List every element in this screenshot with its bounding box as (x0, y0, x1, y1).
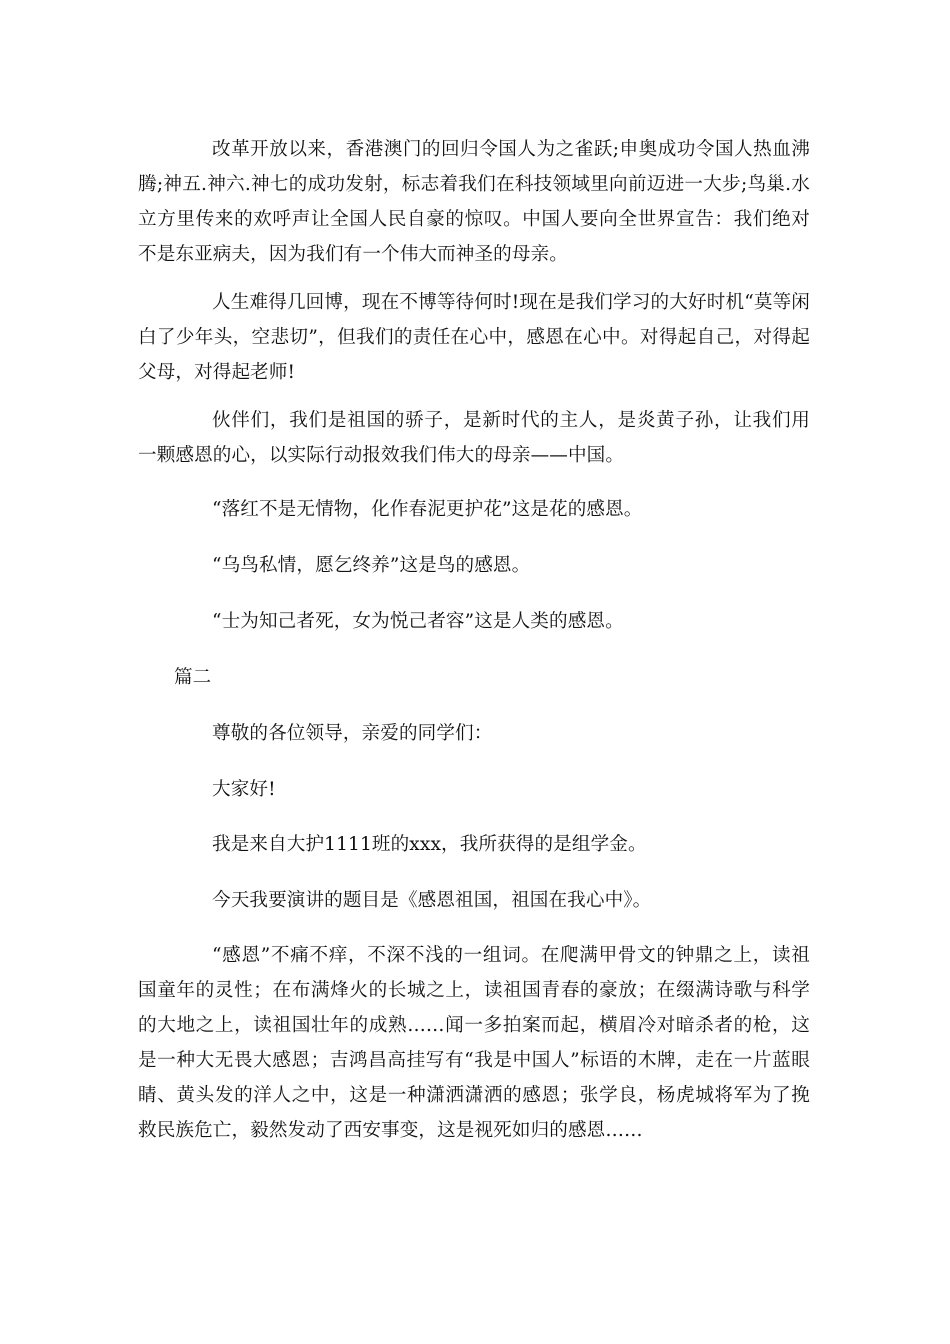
speech-intro: 我是来自大护1111班的xxx，我所获得的是组学金。 (212, 834, 647, 855)
paragraph-flower-gratitude: “落红不是无情物，化作春泥更护花”这是花的感恩。 (212, 499, 643, 520)
paragraph-human-gratitude: “士为知己者死，女为悦己者容”这是人类的感恩。 (212, 611, 624, 632)
paragraph-life: 人生难得几回博，现在不博等待何时!现在是我们学习的大好时机“莫等闲白了少年头，空悲切”，但我们的责任在心中，感恩在心中。对得起自己，对得起父母，对得起老师! (138, 292, 810, 383)
speech-greeting: 尊敬的各位领导，亲爱的同学们： (212, 723, 493, 744)
section-heading: 篇二 (174, 667, 212, 688)
paragraph-reform: 改革开放以来，香港澳门的回归令国人为之雀跃;申奥成功令国人热血沸腾;神五.神六.神七的成功发射，标志着我们在科技领域里向前迈进一大步;鸟巢.水立方里传来的欢呼声让全国人民自豪的惊叹。中国人要向全世界宣告：我们绝对不是东亚病夫，因为我们有一个伟大而神圣的母亲。 (138, 139, 810, 265)
paragraph-bird-gratitude: “乌鸟私情，愿乞终养”这是鸟的感恩。 (212, 555, 531, 576)
speech-body: “感恩”不痛不痒，不深不浅的一组词。在爬满甲骨文的钟鼎之上，读祖国童年的灵性；在布满烽火的长城之上，读祖国青春的豪放；在缀满诗歌与科学的大地之上，读祖国壮年的成熟……闻一多拍案而起，横眉冷对暗杀者的枪，这是一种大无畏大感恩；吉鸿昌高挂写有“我是中国人”标语的木牌，走在一片蓝眼睛、黄头发的洋人之中，这是一种潇洒潇洒的感恩；张学良，杨虎城将军为了挽救民族危亡，毅然发动了西安事变，这是视死如归的感恩…… (138, 945, 810, 1141)
speech-hello: 大家好! (212, 779, 276, 800)
speech-topic: 今天我要演讲的题目是《感恩祖国，祖国在我心中》。 (212, 890, 652, 911)
paragraph-partners: 伙伴们，我们是祖国的骄子，是新时代的主人，是炎黄子孙，让我们用一颗感恩的心，以实际行动报效我们伟大的母亲——中国。 (138, 410, 810, 466)
